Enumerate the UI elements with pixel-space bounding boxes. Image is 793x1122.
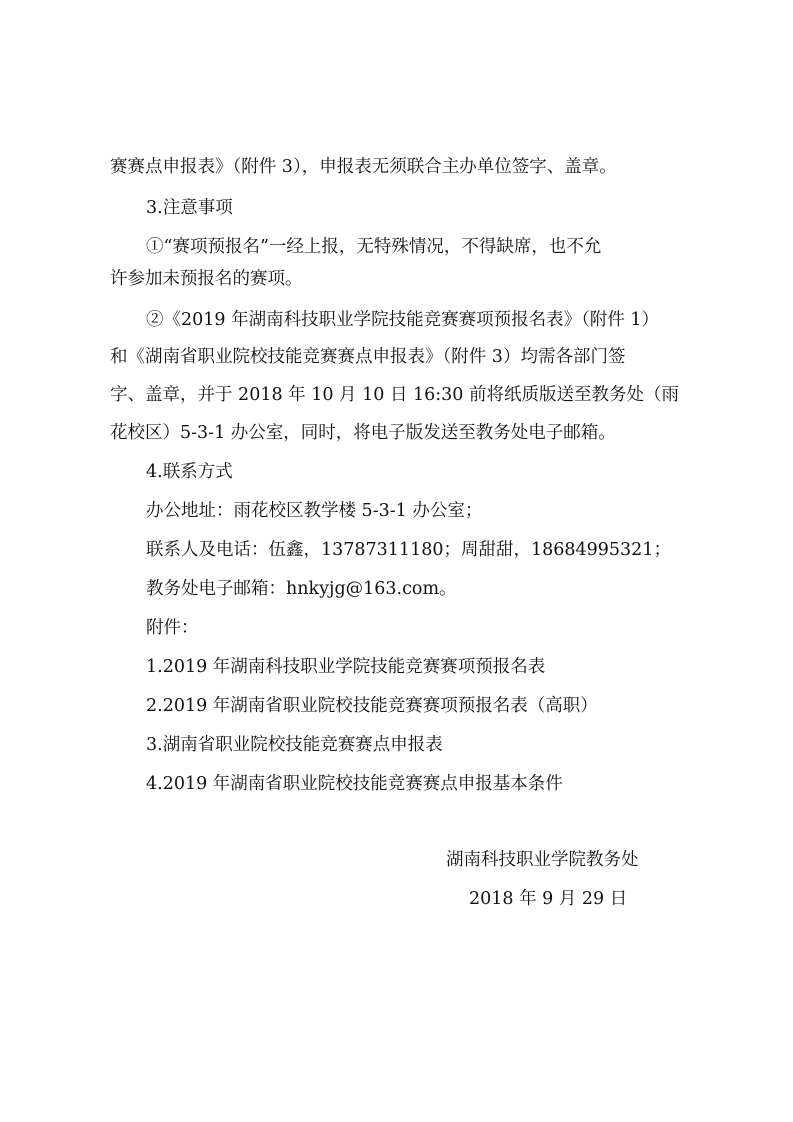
section-heading-contact: 4.联系方式: [146, 462, 233, 482]
attachments-heading: 附件：: [146, 618, 199, 638]
paragraph-line: 花校区）5-3-1 办公室，同时，将电子版发送至教务处电子邮箱。: [110, 423, 616, 443]
paragraph-line: 字、盖章，并于 2018 年 10 月 10 日 16:30 前将纸质版送至教务处（雨: [110, 385, 680, 405]
attachment-item: 2.2019 年湖南省职业院校技能竞赛赛项预报名表（高职）: [146, 696, 598, 716]
attachment-item: 1.2019 年湖南科技职业学院技能竞赛赛项预报名表: [146, 657, 546, 677]
contact-phone: 联系人及电话：伍鑫，13787311180；周甜甜，18684995321；: [146, 540, 671, 560]
contact-address: 办公地址：雨花校区教学楼 5-3-1 办公室；: [146, 501, 483, 521]
paragraph-line: 赛赛点申报表》（附件 3），申报表无须联合主办单位签字、盖章。: [110, 157, 617, 177]
paragraph-line: ①“赛项预报名”一经上报，无特殊情况，不得缺席，也不允: [146, 237, 602, 257]
contact-email: 教务处电子邮箱：hnkyjg@163.com。: [146, 579, 457, 599]
paragraph-line: 和《湖南省职业院校技能竞赛赛点申报表》（附件 3）均需各部门签: [110, 347, 626, 367]
signature-date: 2018 年 9 月 29 日: [469, 889, 628, 909]
paragraph-line: 许参加未预报名的赛项。: [110, 269, 303, 289]
attachment-item: 3.湖南省职业院校技能竞赛赛点申报表: [146, 735, 443, 755]
section-heading-notes: 3.注意事项: [146, 198, 233, 218]
signature-organization: 湖南科技职业学院教务处: [446, 850, 639, 870]
attachment-item: 4.2019 年湖南省职业院校技能竞赛赛点申报基本条件: [146, 774, 563, 794]
paragraph-line: ②《2019 年湖南科技职业学院技能竞赛赛项预报名表》（附件 1）: [146, 310, 660, 330]
